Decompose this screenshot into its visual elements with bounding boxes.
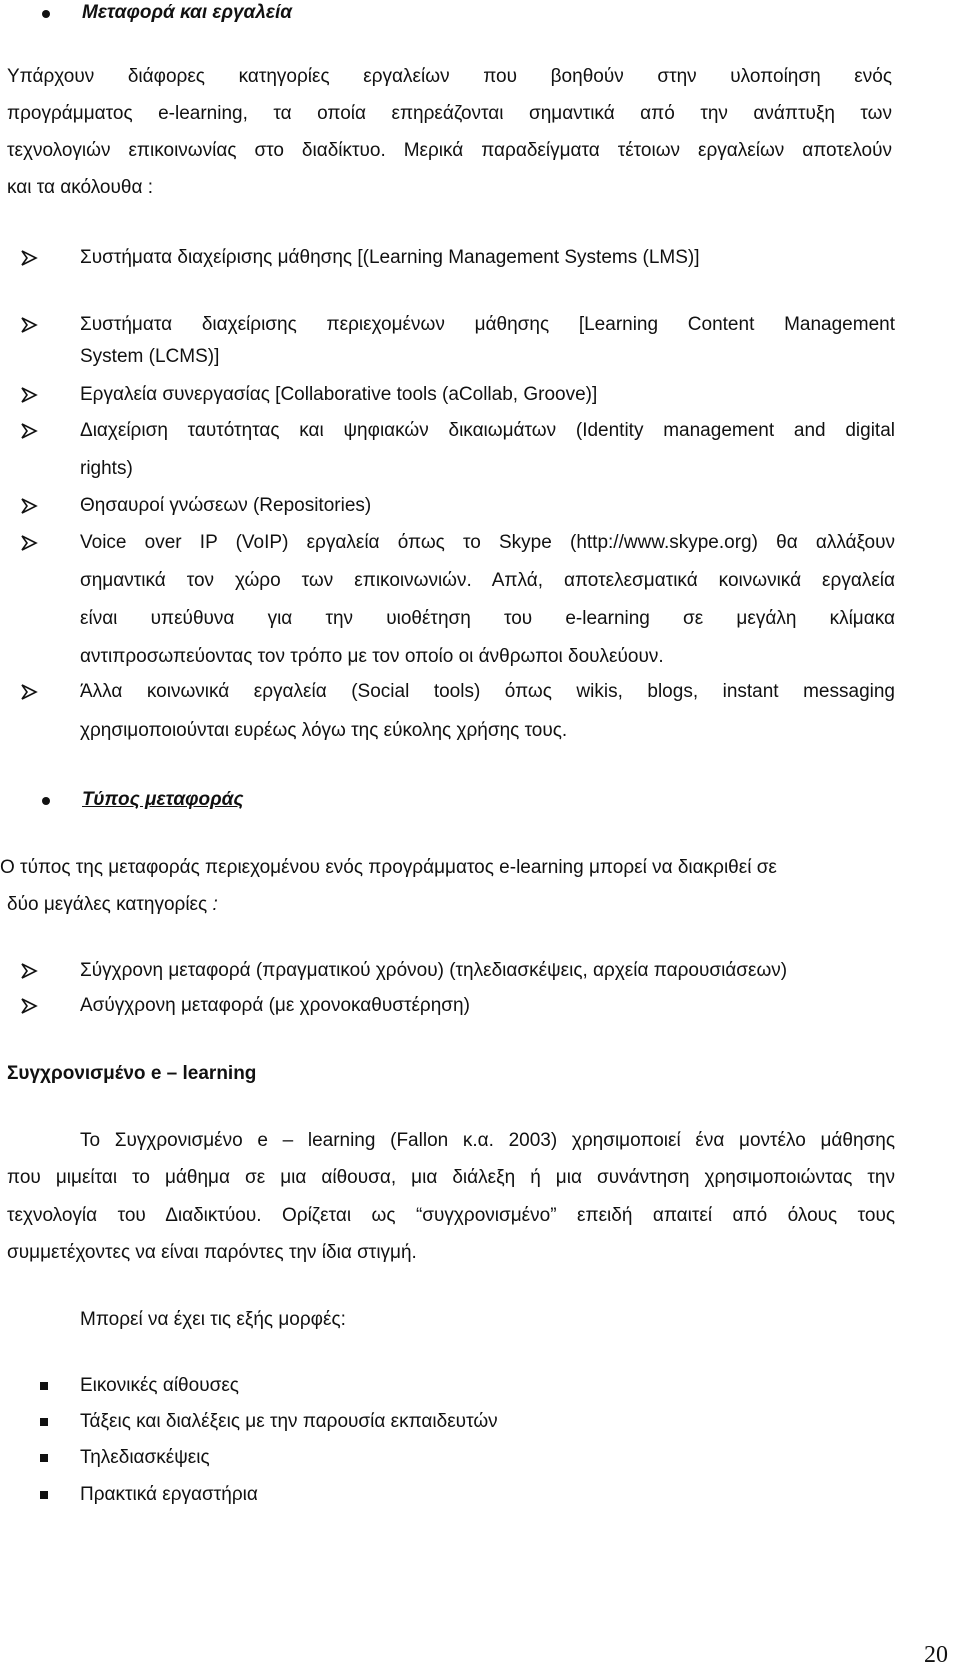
list-item: Εικονικές αίθουσες <box>80 1375 239 1396</box>
square-bullet-icon <box>40 1454 48 1462</box>
list-item-continuation: System (LCMS)] <box>80 346 220 367</box>
list-item-continuation: αντιπροσωπεύοντας τον τρόπο με τον οποίο οι άνθρωποι δουλεύουν. <box>80 646 664 667</box>
arrow-bullet-icon <box>20 386 38 404</box>
paragraph-line <box>7 892 218 918</box>
paragraph-line: τεχνολογία του Διαδικτύου. Ορίζεται ως “συγχρονισμένο” επειδή απαιτεί από όλους τους <box>7 1205 895 1226</box>
paragraph-line: και τα ακόλουθα : <box>7 177 153 198</box>
list-item: Τάξεις και διαλέξεις με την παρουσία εκπαιδευτών <box>80 1411 498 1432</box>
square-bullet-icon <box>40 1382 48 1390</box>
arrow-bullet-icon <box>20 422 38 440</box>
list-item: Τηλεδιασκέψεις <box>80 1447 210 1468</box>
list-item: Εργαλεία συνεργασίας [Collaborative tools (aCollab, Groove)] <box>80 384 598 405</box>
bullet-dot-icon <box>42 797 50 805</box>
colon-mark: : <box>212 894 218 915</box>
list-item-continuation: σημαντικά τον χώρο των επικοινωνιών. Απλά, αποτελεσματικά κοινωνικά εργαλεία <box>80 570 895 591</box>
arrow-bullet-icon <box>20 316 38 334</box>
paragraph-line: συμμετέχοντες να είναι παρόντες την ίδια στιγμή. <box>7 1242 417 1263</box>
list-item: Πρακτικά εργαστήρια <box>80 1484 258 1505</box>
list-item: Συστήματα διαχείρισης μάθησης [(Learning Management Systems (LMS)] <box>80 247 700 268</box>
arrow-bullet-icon <box>20 683 38 701</box>
page-number: 20 <box>924 1642 948 1668</box>
list-item: Διαχείριση ταυτότητας και ψηφιακών δικαιωμάτων (Identity management and digital <box>80 420 895 441</box>
list-item-continuation: χρησιμοποιούνται ευρέως λόγω της εύκολης χρήσης τους. <box>80 720 568 741</box>
arrow-bullet-icon <box>20 249 38 267</box>
list-item: Ασύγχρονη μεταφορά (με χρονοκαθυστέρηση) <box>80 995 470 1016</box>
paragraph-line: Μπορεί να έχει τις εξής μορφές: <box>80 1309 346 1330</box>
list-item: Άλλα κοινωνικά εργαλεία (Social tools) όπως wikis, blogs, instant messaging <box>80 681 895 702</box>
list-item: Σύγχρονη μεταφορά (πραγματικού χρόνου) (τηλεδιασκέψεις, αρχεία παρουσιάσεων) <box>80 960 788 981</box>
paragraph-line: Υπάρχουν διάφορες κατηγορίες εργαλείων που βοηθούν στην υλοποίηση ενός <box>7 66 892 87</box>
square-bullet-icon <box>40 1418 48 1426</box>
list-item: Voice over IP (VoIP) εργαλεία όπως το Skype (http://www.skype.org) θα αλλάξουν <box>80 532 895 553</box>
paragraph-line: Το Συγχρονισμένο e – learning (Fallon κ.α. 2003) χρησιμοποιεί ένα μοντέλο μάθησης <box>80 1130 895 1151</box>
arrow-bullet-icon <box>20 962 38 980</box>
arrow-bullet-icon <box>20 534 38 552</box>
bullet-dot-icon <box>42 10 50 18</box>
paragraph-line: προγράμματος e-learning, τα οποία επηρεάζονται σημαντικά από την ανάπτυξη των <box>7 103 892 124</box>
paragraph-line: Ο τύπος της μεταφοράς περιεχομένου ενός προγράμματος e-learning μπορεί να διακριθεί σε <box>0 857 777 878</box>
arrow-bullet-icon <box>20 997 38 1015</box>
list-item-continuation: rights) <box>80 458 133 479</box>
arrow-bullet-icon <box>20 497 38 515</box>
paragraph-line: που μιμείται το μάθημα σε μια αίθουσα, μια διάλεξη ή μια συνάντηση χρησιμοποιώντας την <box>7 1167 895 1188</box>
list-item: Συστήματα διαχείρισης περιεχομένων μάθησης [Learning Content Management <box>80 314 895 335</box>
list-item-continuation: είναι υπεύθυνα για την υιοθέτηση του e-learning σε μεγάλη κλίμακα <box>80 608 895 629</box>
paragraph-line: τεχνολογιών επικοινωνίας στο διαδίκτυο. Μερικά παραδείγματα τέτοιων εργαλείων αποτελούν <box>7 140 892 161</box>
section-heading: Συγχρονισμένο e – learning <box>7 1063 257 1084</box>
section-heading: Μεταφορά και εργαλεία <box>82 2 293 23</box>
square-bullet-icon <box>40 1491 48 1499</box>
list-item: Θησαυροί γνώσεων (Repositories) <box>80 495 372 516</box>
section-heading: Τύπος μεταφοράς <box>82 789 244 810</box>
paragraph-text: δύο μεγάλες κατηγορίες <box>7 894 208 915</box>
